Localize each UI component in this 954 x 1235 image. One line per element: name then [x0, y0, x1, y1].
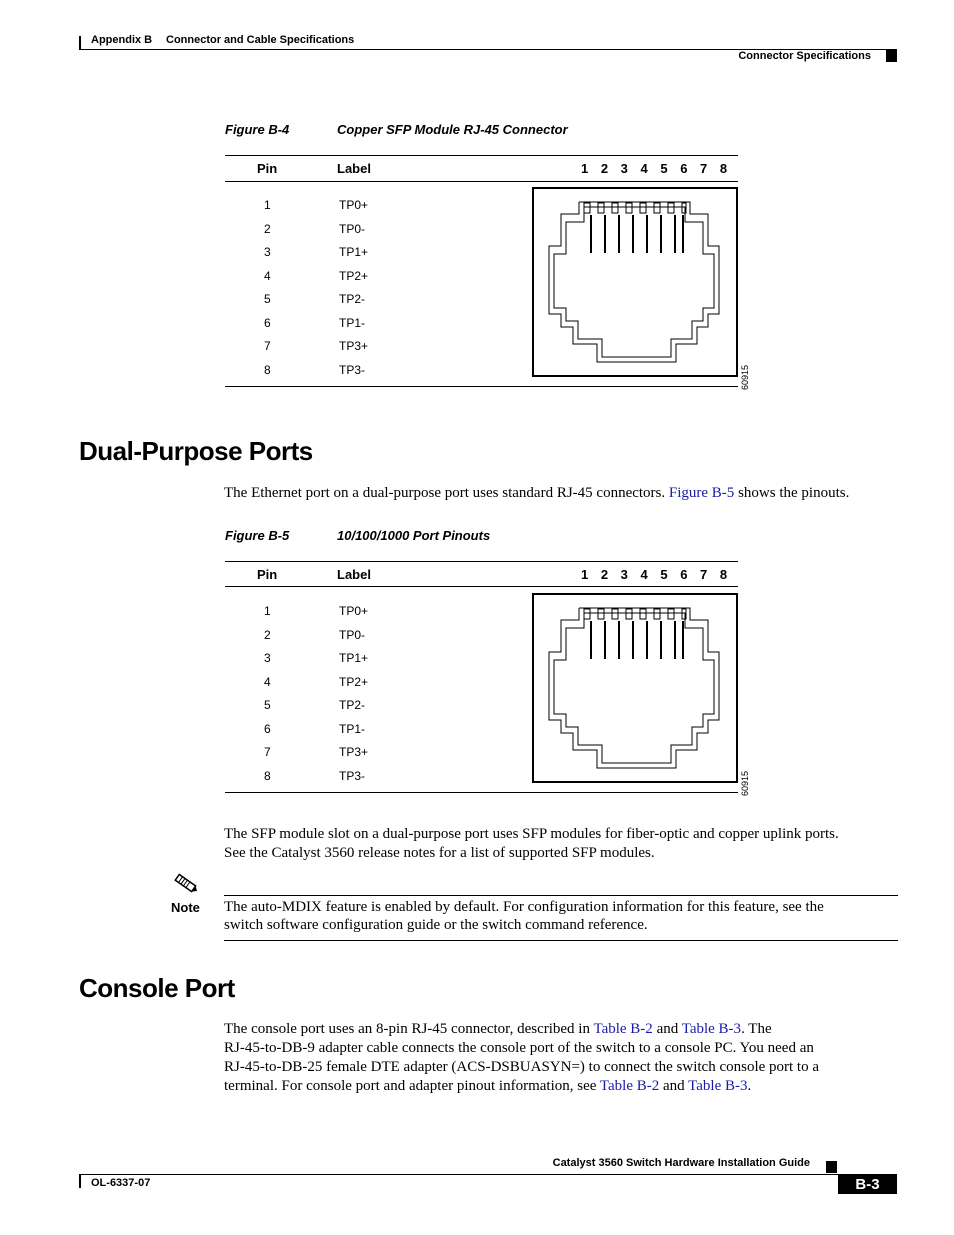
- pin-number: 5: [264, 698, 271, 712]
- pin-label: TP0-: [339, 222, 366, 236]
- console-line4-text-c: .: [747, 1078, 752, 1094]
- pin-number: 8: [264, 769, 271, 783]
- figure-b4-title: Copper SFP Module RJ-45 Connector: [337, 122, 568, 137]
- pin-label: TP2-: [339, 292, 366, 306]
- note-top-rule: [224, 895, 898, 896]
- pin-label: TP3-: [339, 769, 366, 783]
- console-port-line-3: RJ-45-to-DB-25 female DTE adapter (ACS-DSBUASYN=) to connect the switch console port to a: [224, 1059, 820, 1075]
- figure-b4-bottom-rule: [225, 386, 738, 387]
- pin-number: 7: [264, 745, 271, 759]
- figure-b5-col-label: Label: [337, 567, 371, 582]
- pin-number: 6: [264, 722, 271, 736]
- header-chapter: Connector and Cable Specifications: [166, 34, 355, 46]
- console-line4-text-a: terminal. For console port and adapter pinout information, see: [224, 1078, 600, 1094]
- pin-label: TP0-: [339, 628, 366, 642]
- rj45-contacts-b4: [584, 203, 686, 253]
- sfp-paragraph-line-2: See the Catalyst 3560 release notes for a list of supported SFP modules.: [224, 845, 655, 861]
- footer-marker: [826, 1161, 837, 1173]
- figure-b4-top-rule: [225, 155, 738, 156]
- pin-label: TP2+: [339, 269, 369, 283]
- table-b2-link-2[interactable]: Table B-2: [599, 1078, 660, 1094]
- note-bottom-rule: [224, 940, 898, 941]
- pin-number: 3: [264, 245, 271, 259]
- pin-label: TP2-: [339, 698, 366, 712]
- note-line-2: switch software configuration guide or the switch command reference.: [224, 917, 648, 933]
- figure-b4-label: Figure B-4: [225, 122, 290, 137]
- pin-number: 5: [264, 292, 271, 306]
- pin-label: TP3+: [339, 745, 369, 759]
- page-number: B-3: [838, 1175, 897, 1194]
- pin-number: 1: [264, 604, 271, 618]
- pin-label: TP0+: [339, 198, 369, 212]
- footer-rule: [79, 1174, 897, 1175]
- figure-b4-number: 60915: [740, 364, 750, 390]
- header-bar: [79, 36, 81, 50]
- table-b2-link[interactable]: Table B-2: [593, 1021, 653, 1037]
- pin-number: 3: [264, 651, 271, 665]
- figure-b5-link[interactable]: Figure B-5: [668, 485, 735, 501]
- footer-bar: [79, 1174, 81, 1188]
- note-line-1: The auto-MDIX feature is enabled by default. For configuration information for this feature, see the: [224, 899, 824, 915]
- header-section: Connector Specifications: [738, 50, 871, 62]
- pin-label: TP3+: [339, 339, 369, 353]
- pin-label: TP3-: [339, 363, 366, 377]
- figure-b5-title: 10/100/1000 Port Pinouts: [337, 528, 491, 543]
- console-line1-text-a: The console port uses an 8-pin RJ-45 connector, described in: [224, 1021, 594, 1037]
- figure-b4-col-label: Label: [337, 161, 371, 176]
- pin-label: TP1+: [339, 651, 369, 665]
- table-b3-link-2[interactable]: Table B-3: [688, 1078, 748, 1094]
- header-appendix: Appendix B: [91, 34, 153, 46]
- console-line1-text-c: . The: [741, 1021, 772, 1037]
- rj45-contacts-b5: [584, 609, 686, 659]
- pin-number: 1: [264, 198, 271, 212]
- pin-number: 4: [264, 269, 271, 283]
- console-line1-text-b: and: [652, 1021, 682, 1037]
- figure-b5-bottom-rule: [225, 792, 738, 793]
- pin-label: TP2+: [339, 675, 369, 689]
- table-b3-link[interactable]: Table B-3: [681, 1021, 742, 1037]
- pin-number: 2: [264, 628, 271, 642]
- console-port-line-2: RJ-45-to-DB-9 adapter cable connects the console port of the switch to a console PC. You need an: [224, 1040, 814, 1056]
- pin-number: 8: [264, 363, 271, 377]
- figure-b5-col-pin: Pin: [257, 567, 278, 582]
- footer-guide-title: Catalyst 3560 Switch Hardware Installation Guide: [552, 1157, 810, 1169]
- pin-label: TP1+: [339, 245, 369, 259]
- dual-purpose-heading: Dual-Purpose Ports: [79, 436, 313, 466]
- console-port-line-1: [224, 1020, 772, 1039]
- pin-number: 7: [264, 339, 271, 353]
- pin-number: 4: [264, 675, 271, 689]
- header-marker: [886, 50, 897, 62]
- rj45-connector-diagram-b5: [532, 593, 738, 783]
- console-port-heading: Console Port: [79, 973, 235, 1003]
- pin-number: 6: [264, 316, 271, 330]
- pin-label: TP0+: [339, 604, 369, 618]
- figure-b5-number: 60915: [740, 770, 750, 796]
- dual-purpose-para1-text-a: The Ethernet port on a dual-purpose port uses standard RJ-45 connectors.: [224, 485, 669, 501]
- rj45-connector-diagram-b4: [532, 187, 738, 377]
- figure-b5-header-rule: [225, 586, 738, 587]
- figure-b5-label: Figure B-5: [225, 528, 290, 543]
- footer-doc-number: OL-6337-07: [91, 1177, 151, 1189]
- note-label: Note: [171, 900, 200, 915]
- pin-label: TP1-: [339, 316, 366, 330]
- console-port-line-4: [224, 1077, 751, 1096]
- figure-b4-pins-header: 1 2 3 4 5 6 7 8: [581, 161, 732, 176]
- figure-b4-header-rule: [225, 181, 738, 182]
- note-pencil-icon: [172, 872, 200, 896]
- console-line4-text-b: and: [659, 1078, 689, 1094]
- sfp-paragraph-line-1: The SFP module slot on a dual-purpose port uses SFP modules for fiber-optic and copper uplink ports.: [224, 826, 839, 842]
- pin-label: TP1-: [339, 722, 366, 736]
- figure-b5-pins-header: 1 2 3 4 5 6 7 8: [581, 567, 732, 582]
- pin-number: 2: [264, 222, 271, 236]
- dual-purpose-para1-text-b: shows the pinouts.: [734, 485, 850, 501]
- figure-b4-col-pin: Pin: [257, 161, 278, 176]
- dual-purpose-paragraph-1: [224, 484, 849, 503]
- figure-b5-top-rule: [225, 561, 738, 562]
